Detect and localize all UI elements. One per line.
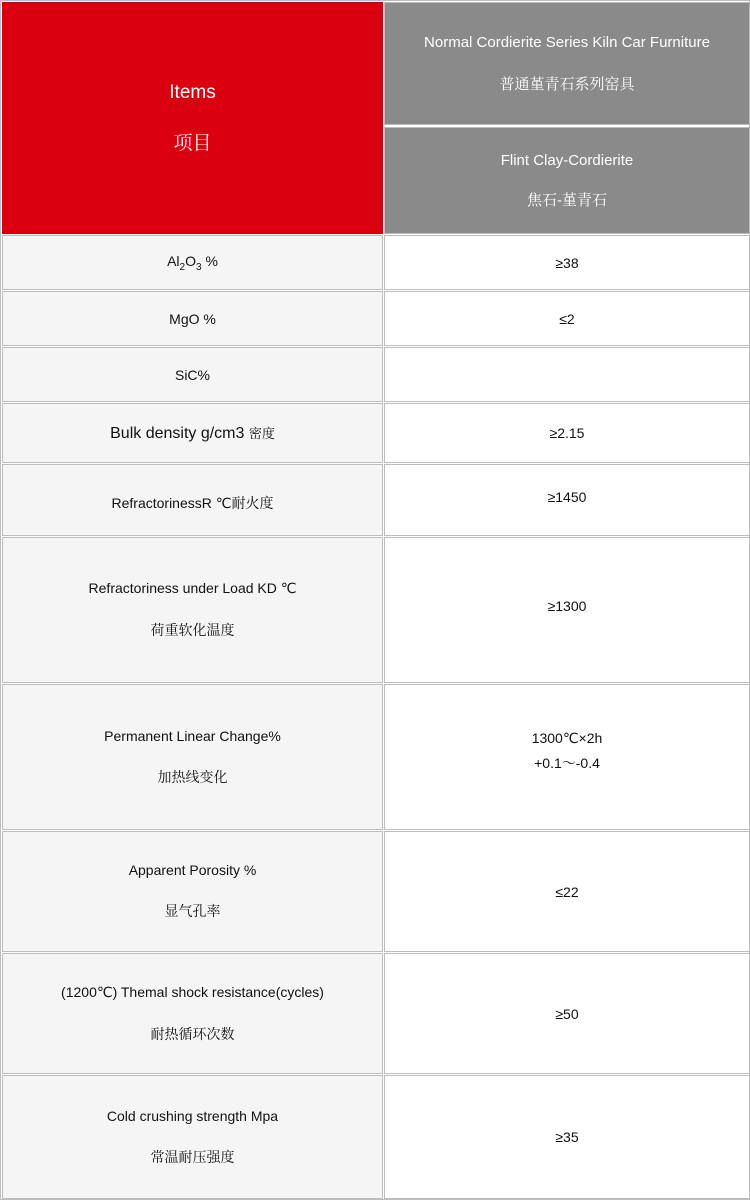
row-ccs-value (384, 1075, 750, 1199)
table-row-label-cn: 加热线变化 (157, 768, 228, 785)
table-row-label-cn: 荷重软化温度 (150, 622, 235, 638)
series-header-en: Normal Cordierite Series Kiln Car Furniture (424, 33, 710, 51)
material-header-en: Flint Clay-Cordierite (500, 151, 634, 169)
row-plc-value (384, 684, 750, 830)
row-mgo-label (2, 291, 383, 346)
row-mgo-value (384, 291, 750, 346)
table-row-label-cn: 常温耐压强度 (150, 1148, 235, 1165)
table-row-label: Refractoriness under Load KD ℃ (88, 580, 297, 596)
table-row-value: ≤22 (555, 883, 579, 900)
material-header-cn: 焦石-堇青石 (527, 191, 607, 209)
material-header-cell (384, 127, 750, 234)
items-header-cell (2, 2, 383, 234)
row-bulk-density-label (2, 403, 383, 463)
table-row-label: Cold crushing strength Mpa (106, 1107, 279, 1124)
row-al2o3-label (2, 235, 383, 290)
table-row-value: ≤2 (559, 310, 575, 327)
series-header-cn: 普通堇青石系列窑具 (499, 75, 635, 93)
table-row-label-cn: 显气孔率 (164, 903, 221, 919)
row-rul-label (2, 537, 383, 683)
row-refractoriness-value (384, 464, 750, 536)
table-row-value: ≥35 (555, 1129, 579, 1145)
series-header-cell (384, 2, 750, 125)
table-row-label: Permanent Linear Change% (104, 727, 281, 744)
row-plc-label (2, 684, 383, 830)
row-thermal-shock-value (384, 953, 750, 1074)
table-row-label-cn: 耐热循环次数 (150, 1025, 235, 1042)
row-al2o3-value (384, 235, 750, 290)
table-row-label: MgO % (169, 310, 216, 327)
items-header-en: Items (169, 81, 216, 103)
table-row-label: SiC% (174, 366, 210, 383)
row-refractoriness-label (2, 464, 383, 536)
table-row-value: ≥38 (555, 254, 579, 271)
row-ccs-label (2, 1075, 383, 1199)
row-thermal-shock-label (2, 953, 383, 1074)
row-bulk-density-value (384, 403, 750, 463)
row-porosity-value (384, 831, 750, 952)
table-row-label: $Al_2O_3$ % (167, 252, 218, 273)
row-sic-label (2, 347, 383, 402)
items-header-cn: 项目 (173, 132, 212, 154)
table-row-value: ≥1300 (547, 598, 587, 614)
table-row-value: ≥1450 (547, 489, 587, 505)
table-row-label: (1200℃) Themal shock resistance(cycles) (61, 983, 324, 1000)
row-sic-value (384, 347, 750, 402)
table-row-value: ≥50 (555, 1005, 579, 1022)
table-row-value: 1300℃×2h (531, 730, 603, 746)
table-row-value: ≥2.15 (549, 425, 585, 441)
table-row-value-2: +0.1～-0.4 (534, 755, 600, 771)
table-row-label: Bulk density g/cm3 密度 (110, 425, 275, 442)
table-row-label: Apparent Porosity % (128, 862, 257, 878)
row-rul-value (384, 537, 750, 683)
table-row-label: RefractorinessR ℃耐火度 (111, 495, 274, 511)
row-porosity-label (2, 831, 383, 952)
